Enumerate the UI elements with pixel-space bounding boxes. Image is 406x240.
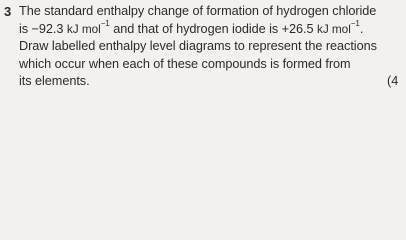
- hcl-unit-exponent: −1: [100, 19, 110, 29]
- marks-allocation: (4: [387, 74, 399, 88]
- hcl-enthalpy-unit: kJ mol: [66, 21, 101, 36]
- hcl-enthalpy-value: −92.3: [31, 21, 64, 36]
- hi-enthalpy-value: +26.5: [281, 21, 314, 36]
- hi-enthalpy-unit: kJ mol: [316, 21, 351, 36]
- question-line-5: its elements.: [19, 74, 90, 89]
- hi-unit-exponent: −1: [350, 19, 360, 29]
- question-3: [4, 3, 404, 107]
- question-number: 3: [4, 4, 12, 19]
- question-line-4: which occur when each of these compounds is formed from: [19, 56, 351, 71]
- question-line-3: Draw labelled enthalpy level diagrams to represent the reactions: [19, 39, 377, 54]
- question-line-2: [19, 21, 401, 39]
- line2-end: .: [359, 21, 364, 36]
- question-line-1: The standard enthalpy change of formation of hydrogen chloride: [19, 4, 377, 18]
- question-text: [19, 3, 401, 91]
- line2-middle: and that of hydrogen iodide is: [109, 21, 282, 36]
- line2-prefix: is: [19, 21, 32, 36]
